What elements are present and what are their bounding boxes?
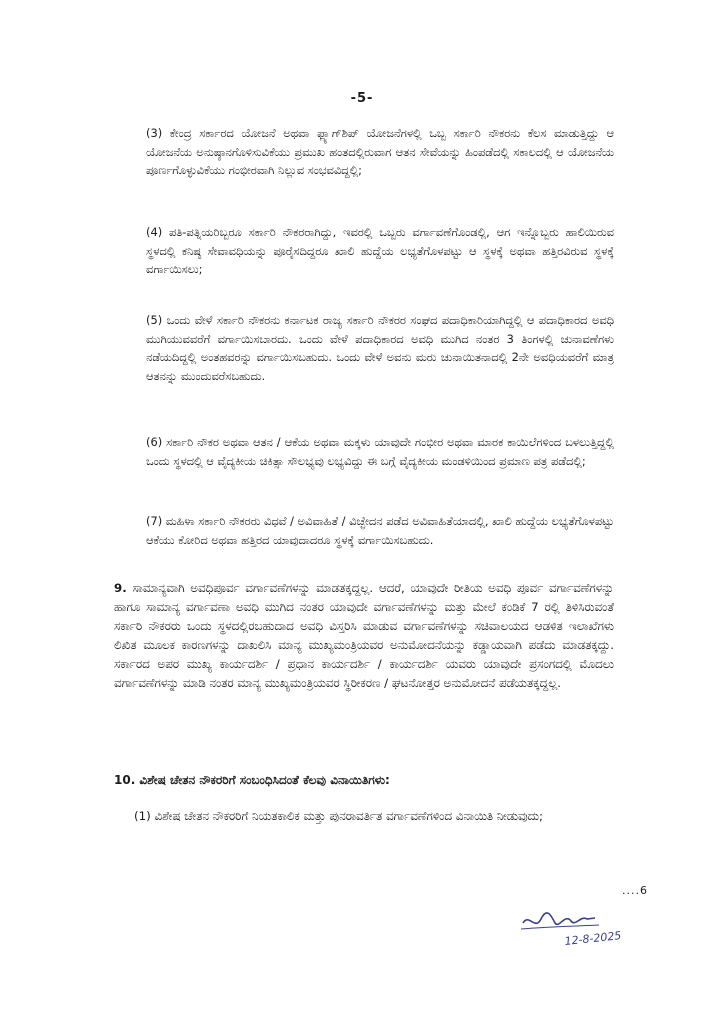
section-10-heading: 10. ವಿಶೇಷ ಚೇತನ ನೌಕರರಿಗೆ ಸಂಬಂಧಿಸಿದಂತೆ ಕೆಲವು ವಿನಾಯಿತಿಗಳು:: [114, 773, 390, 787]
clause-4: (4) ಪತಿ-ಪತ್ನಿಯರಿಬ್ಬರೂ ಸರ್ಕಾರಿ ನೌಕರರಾಗಿದ್ದು, ಇವರಲ್ಲಿ ಒಬ್ಬರು ವರ್ಗಾವಣೆಗೊಂಡಲ್ಲಿ, ಆಗ ಇನ್ನೊಬ್ಬರು ಹಾಲಿಯಿರುವ ಸ್ಥಳದಲ್ಲಿ ಕನಿಷ್ಠ ಸೇವಾವಧಿಯನ್ನು ಪೂರೈಸದಿದ್ದರೂ ಖಾಲಿ ಹುದ್ದೆಯ ಲಭ್ಯತೆಗೊಳಪಟ್ಟು ಆ ಸ್ಥಳಕ್ಕೆ ಅಥವಾ ಹತ್ತಿರವಿರುವ ಸ್ಥಳಕ್ಕೆ ವರ್ಗಾಯಿಸಲು;: [146, 225, 614, 276]
clause-7: (7) ಮಹಿಳಾ ಸರ್ಕಾರಿ ನೌಕರರು ವಿಧವೆ / ಅವಿವಾಹಿತೆ / ವಿಚ್ಛೇದನ ಪಡೆದ ಅವಿವಾಹಿತೆಯಾದಲ್ಲಿ, ಖಾಲಿ ಹುದ್ದೆಯ ಲಭ್ಯತೆಗೊಳಪಟ್ಟು ಆಕೆಯು ಕೋರಿದ ಅಥವಾ ಹತ್ತಿರದ ಯಾವುದಾದರೂ ಸ್ಥಳಕ್ಕೆ ವರ್ಗಾಯಿಸಬಹುದು.: [146, 514, 614, 547]
signature-date: 12-8-2025: [563, 929, 622, 948]
paragraph-9-number: 9.: [114, 581, 127, 595]
page-number: -5-: [350, 91, 374, 106]
signature-scribble: [523, 913, 595, 924]
clause-5: (5) ಒಂದು ವೇಳೆ ಸರ್ಕಾರಿ ನೌಕರನು ಕರ್ನಾಟಕ ರಾಜ್ಯ ಸರ್ಕಾರಿ ನೌಕರರ ಸಂಘದ ಪದಾಧಿಕಾರಿಯಾಗಿದ್ದಲ್ಲಿ ಆ ಪದಾಧಿಕಾರದ ಅವಧಿ ಮುಗಿಯುವವರೆಗೆ ವರ್ಗಾಯಿಸಬಾರದು. ಒಂದು ವೇಳೆ ಪದಾಧಿಕಾರದ ಅವಧಿ ಮುಗಿದ ನಂತರ 3 ತಿಂಗಳಲ್ಲಿ ಚುನಾವಣೆಗಳು ನಡೆಯದಿದ್ದಲ್ಲಿ ಅಂತಹವರನ್ನು ವರ್ಗಾಯಿಸಬಹುದು. ಒಂದು ವೇಳೆ ಅವನು ಮರು ಚುನಾಯಿತನಾದಲ್ಲಿ 2ನೇ ಅವಧಿಯವರೆಗೆ ಮಾತ್ರ ಆತನನ್ನು ಮುಂದುವರೆಸಬಹುದು.: [146, 313, 614, 383]
signature: [515, 905, 645, 951]
clause-6: (6) ಸರ್ಕಾರಿ ನೌಕರ ಅಥವಾ ಆತನ / ಆಕೆಯ ಅಥವಾ ಮಕ್ಕಳು ಯಾವುದೇ ಗಂಭೀರ ಅಥವಾ ಮಾರಕ ಕಾಯಿಲೆಗಳಿಂದ ಬಳಲುತ್ತಿದ್ದಲ್ಲಿ ಒಂದು ಸ್ಥಳದಲ್ಲಿ ಆ ವೈದ್ಯಕೀಯ ಚಿಕಿತ್ಸಾ ಸೌಲಭ್ಯವು ಲಭ್ಯವಿದ್ದು ಈ ಬಗ್ಗೆ ವೈದ್ಯಕೀಯ ಮಂಡಳಿಯಿಂದ ಪ್ರಮಾಣ ಪತ್ರ ಪಡೆದಲ್ಲಿ;: [146, 435, 614, 468]
paragraph-9-text: ಸಾಮಾನ್ಯವಾಗಿ ಅವಧಿಪೂರ್ವ ವರ್ಗಾವಣೆಗಳನ್ನು ಮಾಡತಕ್ಕದ್ದಲ್ಲ. ಆದರೆ, ಯಾವುದೇ ರೀತಿಯ ಅವಧಿ ಪೂರ್ವ ವರ್ಗಾವಣೆಗಳನ್ನು ಹಾಗೂ ಸಾಮಾನ್ಯ ವರ್ಗಾವಣಾ ಅವಧಿ ಮುಗಿದ ನಂತರ ಯಾವುದೇ ವರ್ಗಾವಣೆಗಳನ್ನು ಮತ್ತು ಮೇಲೆ ಕಂಡಿಕೆ 7 ರಲ್ಲಿ ತಿಳಿಸಿರುವಂತೆ ಸರ್ಕಾರಿ ನೌಕರರು ಒಂದು ಸ್ಥಳದಲ್ಲಿರಬಹುದಾದ ಅವಧಿ ವಿಸ್ತರಿಸಿ ಮಾಡುವ ವರ್ಗಾವಣೆಗಳನ್ನು ಸಚಿವಾಲಯದ ಆಡಳಿತ ಇಲಾಖೆಗಳು ಲಿಖಿತ ಮೂಲಕ ಕಾರಣಗಳನ್ನು ದಾಖಲಿಸಿ ಮಾನ್ಯ ಮುಖ್ಯಮಂತ್ರಿಯವರ ಅನುಮೋದನೆಯನ್ನು ಕಡ್ಡಾಯವಾಗಿ ಪಡೆದು ಮಾಡತಕ್ಕದ್ದು. ಸರ್ಕಾರದ ಅಪರ ಮುಖ್ಯ ಕಾರ್ಯದರ್ಶಿ / ಪ್ರಧಾನ ಕಾರ್ಯದರ್ಶಿ / ಕಾರ್ಯದರ್ಶಿ ಯವರು ಯಾವುದೇ ಪ್ರಸಂಗದಲ್ಲಿ ಮೊದಲು ವರ್ಗಾವಣೆಗಳನ್ನು ಮಾಡಿ ನಂತರ ಮಾನ್ಯ ಮುಖ್ಯಮಂತ್ರಿಯವರ ಸ್ಥಿರೀಕರಣ / ಘಟನೋತ್ತರ ಅನುಮೋದನೆ ಪಡೆಯತಕ್ಕದ್ದಲ್ಲ.: [114, 581, 614, 690]
clause-3: (3) ಕೇಂದ್ರ ಸರ್ಕಾರದ ಯೋಜನೆ ಅಥವಾ ಫ್ಲ್ಯಾಗ್‌ಶಿಪ್ ಯೋಜನೆಗಳಲ್ಲಿ ಒಬ್ಬ ಸರ್ಕಾರಿ ನೌಕರನು ಕೆಲಸ ಮಾಡುತ್ತಿದ್ದು ಆ ಯೋಜನೆಯ ಅನುಷ್ಠಾನಗೊಳಿಸುವಿಕೆಯು ಪ್ರಮುಖ ಹಂತದಲ್ಲಿರುವಾಗ ಆತನ ಸೇವೆಯನ್ನು ಹಿಂಪಡೆದಲ್ಲಿ ಸಕಾಲದಲ್ಲಿ ಆ ಯೋಜನೆಯ ಪೂರ್ಣಗೊಳ್ಳುವಿಕೆಯು ಗಂಭೀರವಾಗಿ ನಿಲ್ಲುವ ಸಂಭವವಿದ್ದಲ್ಲಿ;: [146, 126, 614, 177]
paragraph-9: [114, 579, 614, 693]
continuation-marker: ....6: [622, 884, 648, 897]
signature-underline: [521, 925, 599, 929]
section-10-item-1: (1) ವಿಶೇಷ ಚೇತನ ನೌಕರರಿಗೆ ನಿಯತಕಾಲಿಕ ಮತ್ತು ಪುನರಾವರ್ತಿತ ವರ್ಗಾವಣೆಗಳಿಂದ ವಿನಾಯಿತಿ ನೀಡುವುದು;: [134, 809, 543, 823]
